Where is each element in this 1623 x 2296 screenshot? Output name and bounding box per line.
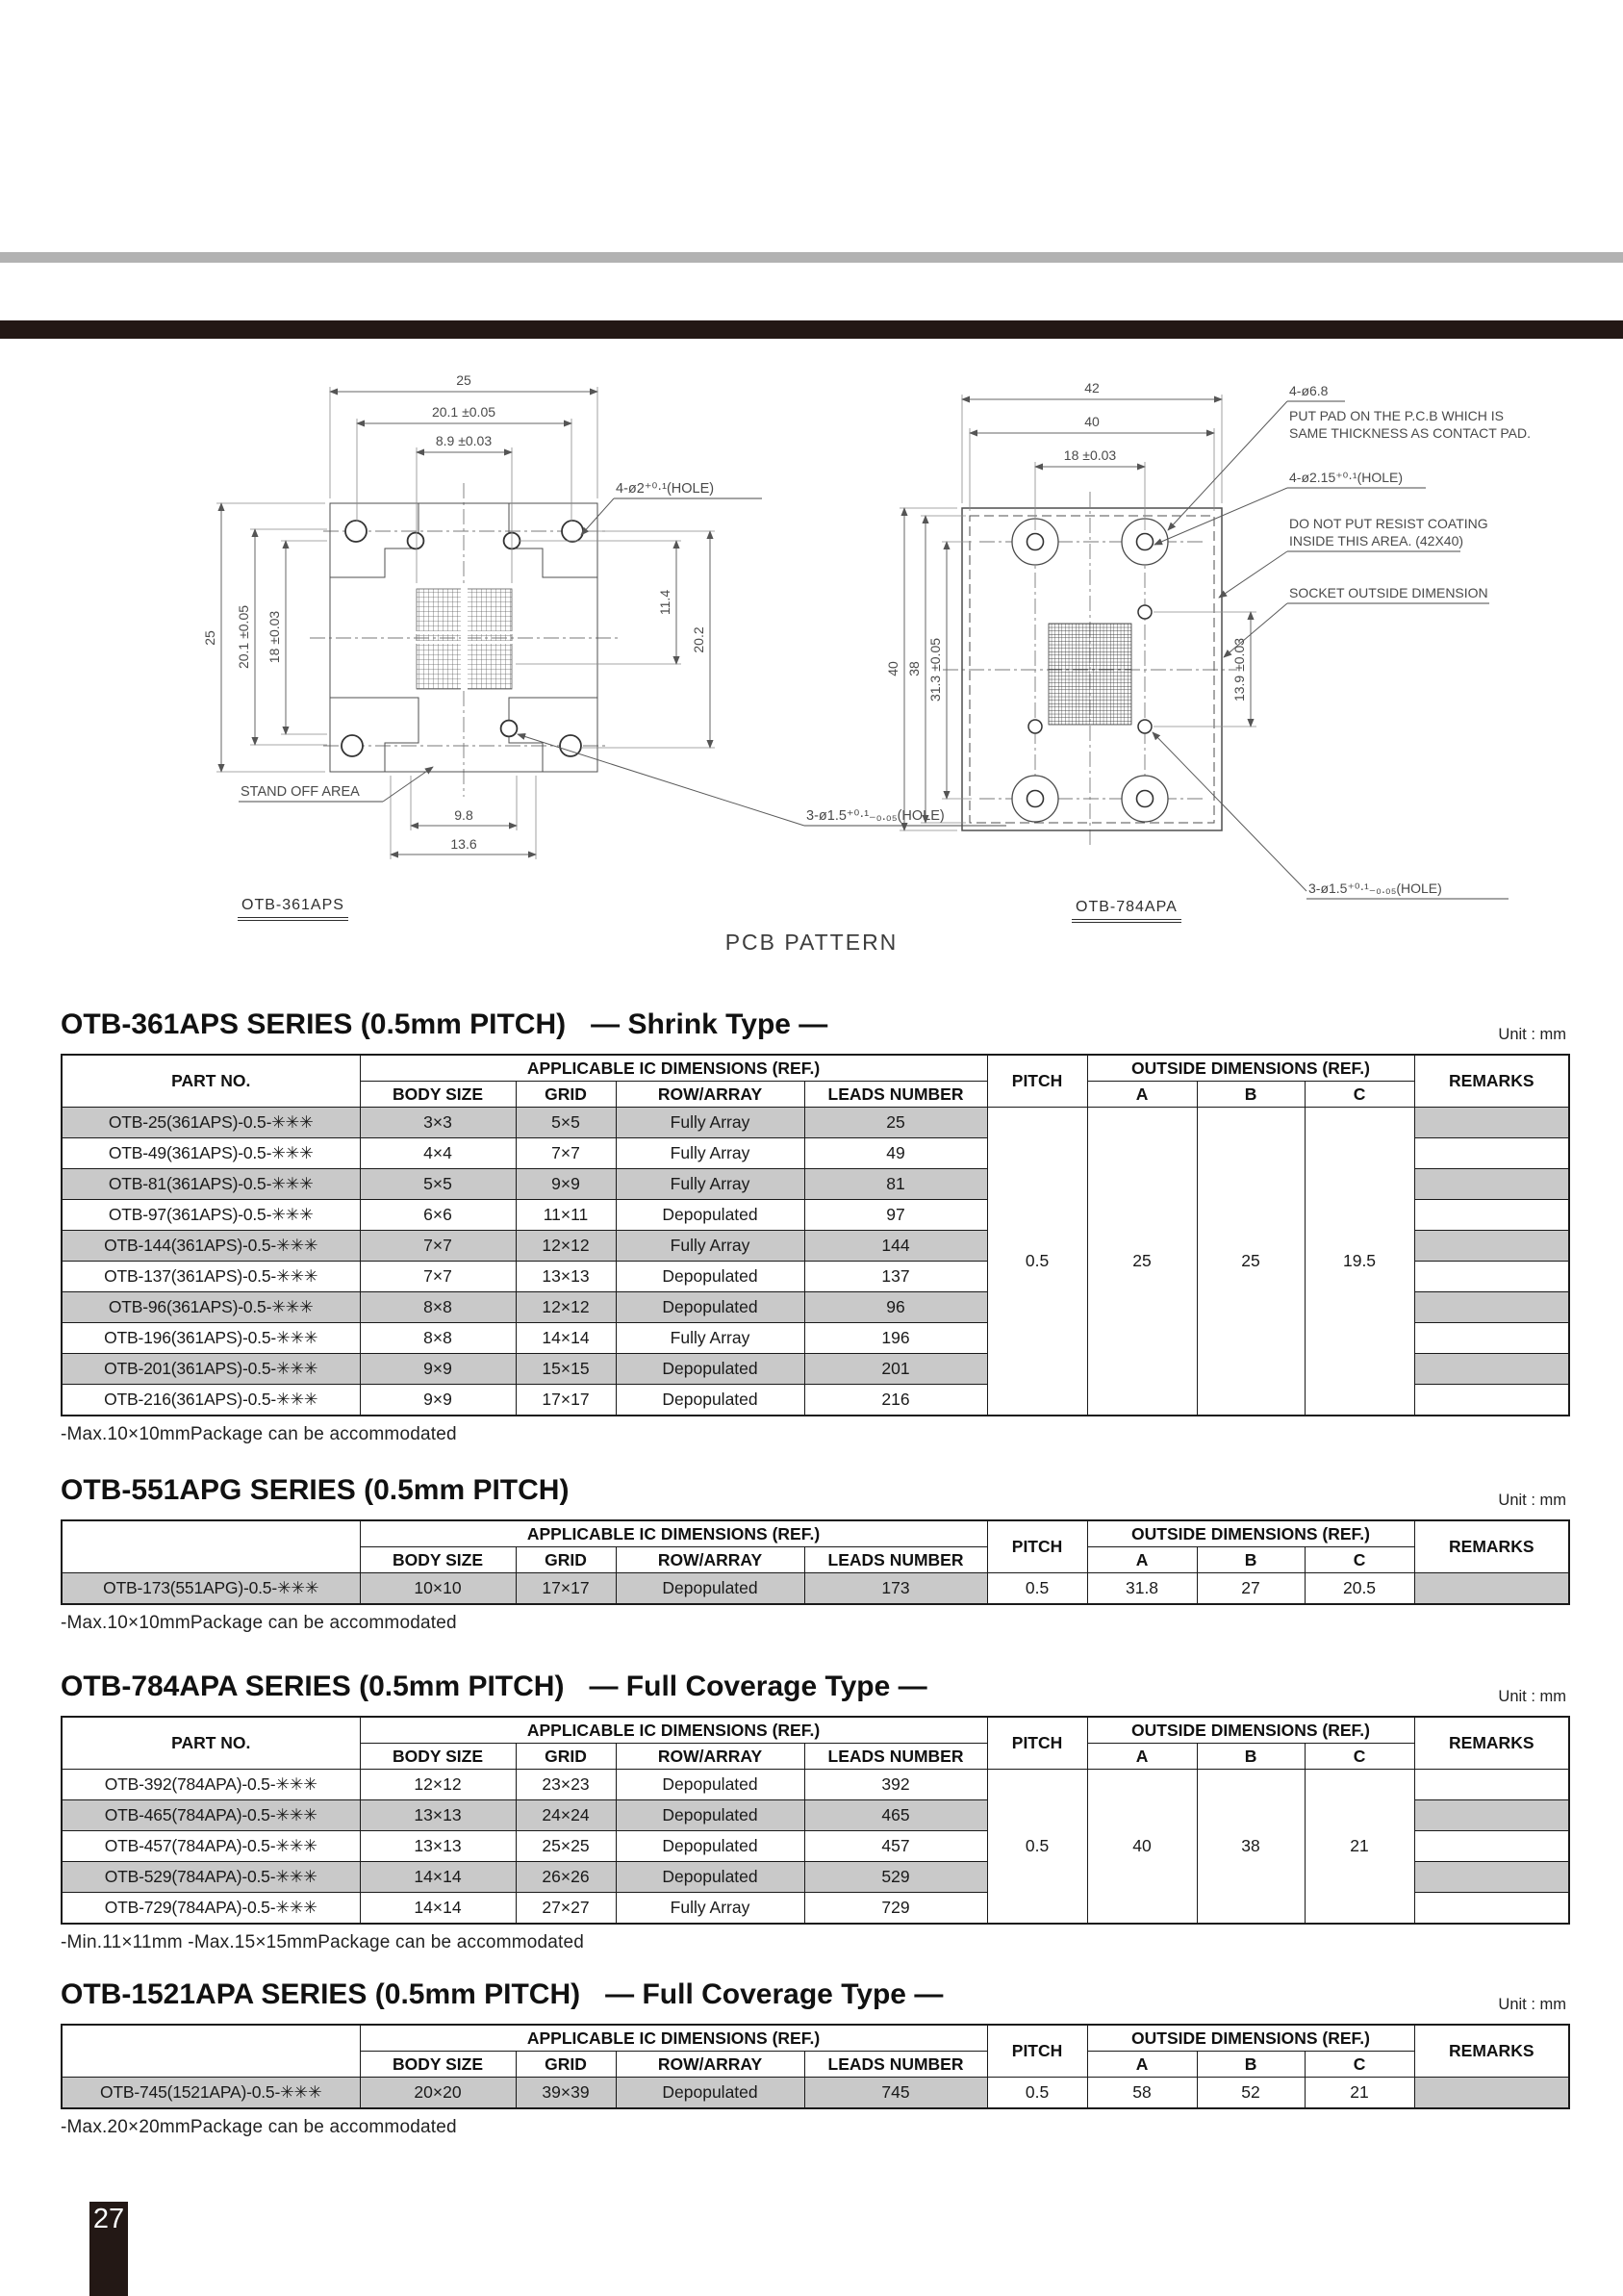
body-size-cell: 8×8 <box>360 1292 516 1323</box>
col-header-row-array: ROW/ARRAY <box>616 1082 804 1108</box>
top-gray-bar <box>0 252 1623 263</box>
row-array-cell: Depopulated <box>616 1800 804 1831</box>
unit-label: Unit : mm <box>1498 1996 1566 2013</box>
col-header-pitch: PITCH <box>987 1055 1087 1108</box>
leads-number-cell: 137 <box>804 1262 987 1292</box>
col-header-grid: GRID <box>516 2052 616 2078</box>
unit-label: Unit : mm <box>1498 1688 1566 1705</box>
grid-cell: 25×25 <box>516 1831 616 1862</box>
col-header-row-array: ROW/ARRAY <box>616 1547 804 1573</box>
pcb-pattern-caption: PCB PATTERN <box>724 930 899 955</box>
row-array-cell: Depopulated <box>616 1831 804 1862</box>
body-size-cell: 9×9 <box>360 1385 516 1416</box>
row-array-cell: Fully Array <box>616 1893 804 1925</box>
col-header-grid: GRID <box>516 1082 616 1108</box>
dim-left-inner: 31.3 ±0.05 <box>927 637 943 702</box>
resist-note-line1: DO NOT PUT RESIST COATING <box>1289 516 1488 531</box>
standoff-area-label: STAND OFF AREA <box>241 784 360 800</box>
section-title <box>61 1474 1568 1507</box>
col-header-part-no <box>62 1520 360 1573</box>
col-header-b: B <box>1197 1082 1305 1108</box>
unit-label: Unit : mm <box>1498 1026 1566 1043</box>
remarks-cell <box>1414 1262 1569 1292</box>
row-array-cell: Fully Array <box>616 1138 804 1169</box>
col-header-leads-number: LEADS NUMBER <box>804 1744 987 1770</box>
body-size-cell: 13×13 <box>360 1800 516 1831</box>
dimension-a-cell: 40 <box>1087 1770 1197 1925</box>
dimension-a-cell: 58 <box>1087 2078 1197 2109</box>
dimension-b-cell: 27 <box>1197 1573 1305 1605</box>
col-header-remarks: REMARKS <box>1414 2025 1569 2078</box>
row-array-cell: Fully Array <box>616 1108 804 1138</box>
col-header-c: C <box>1305 2052 1414 2078</box>
grid-cell: 23×23 <box>516 1770 616 1800</box>
row-array-cell: Depopulated <box>616 2078 804 2109</box>
grid-cell: 12×12 <box>516 1292 616 1323</box>
col-header-pitch: PITCH <box>987 1520 1087 1573</box>
remarks-cell <box>1414 2078 1569 2109</box>
part-no-cell: OTB-216(361APS)-0.5-✳✳✳ <box>62 1385 360 1416</box>
col-header-c: C <box>1305 1082 1414 1108</box>
row-array-cell: Depopulated <box>616 1354 804 1385</box>
col-header-a: A <box>1087 1082 1197 1108</box>
dimension-b-cell: 38 <box>1197 1770 1305 1925</box>
spec-table <box>61 1716 1570 1925</box>
section-subtitle: — Full Coverage Type — <box>605 1978 944 2010</box>
dimension-b-cell: 25 <box>1197 1108 1305 1416</box>
col-header-grid: GRID <box>516 1744 616 1770</box>
leads-number-cell: 173 <box>804 1573 987 1605</box>
leads-number-cell: 81 <box>804 1169 987 1200</box>
page-number-badge: 27 <box>89 2202 128 2296</box>
section-footnote: -Max.10×10mmPackage can be accommodated <box>61 1424 457 1444</box>
col-header-b: B <box>1197 2052 1305 2078</box>
body-size-cell: 14×14 <box>360 1862 516 1893</box>
col-header-b: B <box>1197 1744 1305 1770</box>
pcb-drawing-otb-784apa <box>885 340 1623 927</box>
section-title <box>61 1008 1568 1041</box>
pad-spec-label: 4-ø6.8 <box>1289 383 1329 398</box>
pitch-cell: 0.5 <box>987 1573 1087 1605</box>
col-header-c: C <box>1305 1547 1414 1573</box>
leads-number-cell: 201 <box>804 1354 987 1385</box>
remarks-cell <box>1414 1893 1569 1925</box>
dim-bottom-inner: 9.8 <box>454 807 473 823</box>
dim-top-inner: 8.9 ±0.03 <box>435 433 493 448</box>
col-header-remarks: REMARKS <box>1414 1055 1569 1108</box>
section-title <box>61 1671 1568 1703</box>
section-footnote: -Max.20×20mmPackage can be accommodated <box>61 2117 457 2137</box>
body-size-cell: 4×4 <box>360 1138 516 1169</box>
grid-cell: 9×9 <box>516 1169 616 1200</box>
col-header-a: A <box>1087 1547 1197 1573</box>
row-array-cell: Depopulated <box>616 1385 804 1416</box>
corner-block-top-left <box>330 503 418 577</box>
dim-right: 13.9 ±0.03 <box>1231 637 1247 702</box>
remarks-cell <box>1414 1800 1569 1831</box>
spec-table <box>61 1054 1570 1416</box>
grid-cell: 15×15 <box>516 1354 616 1385</box>
hole-spec-label: 4-ø2.15⁺⁰·¹(HOLE) <box>1289 470 1404 485</box>
series-section <box>61 1671 1568 1953</box>
dim-top-inner: 18 ±0.03 <box>1063 447 1117 463</box>
col-header-body-size: BODY SIZE <box>360 2052 516 2078</box>
row-array-cell: Fully Array <box>616 1323 804 1354</box>
grid-cell: 5×5 <box>516 1108 616 1138</box>
corner-block-bottom-left <box>330 698 418 772</box>
section-title-text: OTB-784APA SERIES (0.5mm PITCH) <box>61 1671 565 1702</box>
series-section <box>61 1474 1568 1634</box>
group-header-outside: OUTSIDE DIMENSIONS (REF.) <box>1087 1717 1414 1744</box>
dimension-a-cell: 31.8 <box>1087 1573 1197 1605</box>
contact-pad-grid <box>415 587 514 691</box>
dim-left-mid: 20.1 ±0.05 <box>236 604 251 670</box>
body-size-cell: 7×7 <box>360 1262 516 1292</box>
remarks-cell <box>1414 1770 1569 1800</box>
col-header-b: B <box>1197 1547 1305 1573</box>
col-header-grid: GRID <box>516 1547 616 1573</box>
dim-top-mid: 40 <box>1084 414 1100 429</box>
leads-number-cell: 97 <box>804 1200 987 1231</box>
body-size-cell: 10×10 <box>360 1573 516 1605</box>
col-header-remarks: REMARKS <box>1414 1717 1569 1770</box>
remarks-cell <box>1414 1573 1569 1605</box>
dimension-b-cell: 52 <box>1197 2078 1305 2109</box>
row-array-cell: Fully Array <box>616 1169 804 1200</box>
group-header-applicable: APPLICABLE IC DIMENSIONS (REF.) <box>360 2025 987 2052</box>
body-size-cell: 8×8 <box>360 1323 516 1354</box>
section-title-text: OTB-551APG SERIES (0.5mm PITCH) <box>61 1474 570 1506</box>
part-no-cell: OTB-729(784APA)-0.5-✳✳✳ <box>62 1893 360 1925</box>
row-array-cell: Depopulated <box>616 1862 804 1893</box>
remarks-cell <box>1414 1169 1569 1200</box>
table-row <box>62 1573 1569 1605</box>
row-array-cell: Fully Array <box>616 1231 804 1262</box>
section-footnote: -Min.11×11mm -Max.15×15mmPackage can be accommodated <box>61 1932 585 1952</box>
dimension-c-cell: 20.5 <box>1305 1573 1414 1605</box>
leads-number-cell: 216 <box>804 1385 987 1416</box>
dim-left-inner: 18 ±0.03 <box>266 610 282 664</box>
hole-spec-label-bottom: 3-ø1.5⁺⁰·¹₋₀.₀₅(HOLE) <box>1308 880 1442 896</box>
remarks-cell <box>1414 1200 1569 1231</box>
part-no-cell: OTB-81(361APS)-0.5-✳✳✳ <box>62 1169 360 1200</box>
grid-cell: 27×27 <box>516 1893 616 1925</box>
col-header-leads-number: LEADS NUMBER <box>804 1082 987 1108</box>
part-no-cell: OTB-529(784APA)-0.5-✳✳✳ <box>62 1862 360 1893</box>
dimension-c-cell: 21 <box>1305 2078 1414 2109</box>
left-drawing-caption: OTB-361APS <box>238 897 348 921</box>
contact-array-grid <box>1049 624 1131 725</box>
row-array-cell: Depopulated <box>616 1262 804 1292</box>
leads-number-cell: 529 <box>804 1862 987 1893</box>
grid-cell: 39×39 <box>516 2078 616 2109</box>
section-title <box>61 1978 1568 2011</box>
group-header-applicable: APPLICABLE IC DIMENSIONS (REF.) <box>360 1717 987 1744</box>
grid-cell: 12×12 <box>516 1231 616 1262</box>
pitch-cell: 0.5 <box>987 2078 1087 2109</box>
dim-top-mid: 20.1 ±0.05 <box>431 404 496 420</box>
col-header-c: C <box>1305 1744 1414 1770</box>
body-size-cell: 13×13 <box>360 1831 516 1862</box>
grid-cell: 17×17 <box>516 1385 616 1416</box>
part-no-cell: OTB-173(551APG)-0.5-✳✳✳ <box>62 1573 360 1605</box>
dimension-c-cell: 21 <box>1305 1770 1414 1925</box>
dim-left-outer: 40 <box>885 661 900 676</box>
group-header-applicable: APPLICABLE IC DIMENSIONS (REF.) <box>360 1055 987 1082</box>
part-no-cell: OTB-457(784APA)-0.5-✳✳✳ <box>62 1831 360 1862</box>
remarks-cell <box>1414 1292 1569 1323</box>
group-header-outside: OUTSIDE DIMENSIONS (REF.) <box>1087 1055 1414 1082</box>
leads-number-cell: 745 <box>804 2078 987 2109</box>
group-header-applicable: APPLICABLE IC DIMENSIONS (REF.) <box>360 1520 987 1547</box>
row-array-cell: Depopulated <box>616 1200 804 1231</box>
part-no-cell: OTB-201(361APS)-0.5-✳✳✳ <box>62 1354 360 1385</box>
section-title-text: OTB-1521APA SERIES (0.5mm PITCH) <box>61 1978 581 2010</box>
remarks-cell <box>1414 1862 1569 1893</box>
grid-cell: 26×26 <box>516 1862 616 1893</box>
col-header-body-size: BODY SIZE <box>360 1547 516 1573</box>
grid-cell: 14×14 <box>516 1323 616 1354</box>
leads-number-cell: 392 <box>804 1770 987 1800</box>
dimension-a-cell: 25 <box>1087 1108 1197 1416</box>
pitch-cell: 0.5 <box>987 1770 1087 1925</box>
body-size-cell: 9×9 <box>360 1354 516 1385</box>
series-section <box>61 1008 1568 1445</box>
col-header-leads-number: LEADS NUMBER <box>804 2052 987 2078</box>
dim-right-outer: 20.2 <box>691 626 706 653</box>
corner-block-bottom-right <box>509 698 597 772</box>
col-header-a: A <box>1087 1744 1197 1770</box>
col-header-pitch: PITCH <box>987 2025 1087 2078</box>
resist-note-line2: INSIDE THIS AREA. (42X40) <box>1289 533 1464 548</box>
part-no-cell: OTB-144(361APS)-0.5-✳✳✳ <box>62 1231 360 1262</box>
part-no-cell: OTB-25(361APS)-0.5-✳✳✳ <box>62 1108 360 1138</box>
remarks-cell <box>1414 1354 1569 1385</box>
col-header-remarks: REMARKS <box>1414 1520 1569 1573</box>
section-subtitle: — Full Coverage Type — <box>589 1671 927 1702</box>
leads-number-cell: 457 <box>804 1831 987 1862</box>
group-header-outside: OUTSIDE DIMENSIONS (REF.) <box>1087 1520 1414 1547</box>
dim-right-inner: 11.4 <box>657 589 672 616</box>
table-row <box>62 2078 1569 2109</box>
body-size-cell: 3×3 <box>360 1108 516 1138</box>
part-no-cell: OTB-392(784APA)-0.5-✳✳✳ <box>62 1770 360 1800</box>
body-size-cell: 5×5 <box>360 1169 516 1200</box>
col-header-body-size: BODY SIZE <box>360 1744 516 1770</box>
section-subtitle: — Shrink Type — <box>591 1008 828 1040</box>
socket-dimension-label: SOCKET OUTSIDE DIMENSION <box>1289 585 1488 600</box>
body-size-cell: 12×12 <box>360 1770 516 1800</box>
grid-cell: 13×13 <box>516 1262 616 1292</box>
body-size-cell: 7×7 <box>360 1231 516 1262</box>
body-size-cell: 20×20 <box>360 2078 516 2109</box>
leads-number-cell: 25 <box>804 1108 987 1138</box>
remarks-cell <box>1414 1138 1569 1169</box>
pad-note-line1: PUT PAD ON THE P.C.B WHICH IS <box>1289 408 1505 423</box>
remarks-cell <box>1414 1831 1569 1862</box>
remarks-cell <box>1414 1108 1569 1138</box>
pad-note-line2: SAME THICKNESS AS CONTACT PAD. <box>1289 425 1532 441</box>
col-header-row-array: ROW/ARRAY <box>616 2052 804 2078</box>
leads-number-cell: 96 <box>804 1292 987 1323</box>
spec-table <box>61 1519 1570 1605</box>
row-array-cell: Depopulated <box>616 1292 804 1323</box>
part-no-cell: OTB-49(361APS)-0.5-✳✳✳ <box>62 1138 360 1169</box>
remarks-cell <box>1414 1323 1569 1354</box>
dim-top-outer: 25 <box>456 372 471 388</box>
dim-bottom-outer: 13.6 <box>450 836 477 852</box>
table-row <box>62 1770 1569 1800</box>
section-title-text: OTB-361APS SERIES (0.5mm PITCH) <box>61 1008 567 1040</box>
table-row <box>62 1108 1569 1138</box>
body-size-cell: 14×14 <box>360 1893 516 1925</box>
spec-table <box>61 2024 1570 2109</box>
right-drawing-caption: OTB-784APA <box>1072 899 1181 923</box>
remarks-cell <box>1414 1231 1569 1262</box>
part-no-cell: OTB-96(361APS)-0.5-✳✳✳ <box>62 1292 360 1323</box>
col-header-a: A <box>1087 2052 1197 2078</box>
leads-number-cell: 196 <box>804 1323 987 1354</box>
col-header-part-no <box>62 2025 360 2078</box>
part-no-cell: OTB-97(361APS)-0.5-✳✳✳ <box>62 1200 360 1231</box>
col-header-row-array: ROW/ARRAY <box>616 1744 804 1770</box>
col-header-body-size: BODY SIZE <box>360 1082 516 1108</box>
part-no-cell: OTB-745(1521APA)-0.5-✳✳✳ <box>62 2078 360 2109</box>
dimension-c-cell: 19.5 <box>1305 1108 1414 1416</box>
unit-label: Unit : mm <box>1498 1492 1566 1509</box>
group-header-outside: OUTSIDE DIMENSIONS (REF.) <box>1087 2025 1414 2052</box>
leads-number-cell: 49 <box>804 1138 987 1169</box>
grid-cell: 24×24 <box>516 1800 616 1831</box>
section-footnote: -Max.10×10mmPackage can be accommodated <box>61 1613 457 1633</box>
corner-block-top-right <box>509 503 597 577</box>
part-no-cell: OTB-137(361APS)-0.5-✳✳✳ <box>62 1262 360 1292</box>
part-no-cell: OTB-465(784APA)-0.5-✳✳✳ <box>62 1800 360 1831</box>
leads-number-cell: 144 <box>804 1231 987 1262</box>
dim-left-outer: 25 <box>202 630 217 646</box>
leads-number-cell: 465 <box>804 1800 987 1831</box>
col-header-part-no: PART NO. <box>62 1717 360 1770</box>
grid-cell: 17×17 <box>516 1573 616 1605</box>
hole-spec-label: 4-ø2⁺⁰·¹(HOLE) <box>616 481 715 497</box>
grid-cell: 11×11 <box>516 1200 616 1231</box>
pitch-cell: 0.5 <box>987 1108 1087 1416</box>
grid-cell: 7×7 <box>516 1138 616 1169</box>
col-header-pitch: PITCH <box>987 1717 1087 1770</box>
col-header-part-no: PART NO. <box>62 1055 360 1108</box>
dim-left-mid: 38 <box>906 661 922 676</box>
part-no-cell: OTB-196(361APS)-0.5-✳✳✳ <box>62 1323 360 1354</box>
remarks-cell <box>1414 1385 1569 1416</box>
col-header-leads-number: LEADS NUMBER <box>804 1547 987 1573</box>
series-section <box>61 1978 1568 2138</box>
hole-spec-label-bottom: 3-ø1.5⁺⁰·¹₋₀.₀₅(HOLE) <box>806 808 945 824</box>
row-array-cell: Depopulated <box>616 1573 804 1605</box>
leads-number-cell: 729 <box>804 1893 987 1925</box>
body-size-cell: 6×6 <box>360 1200 516 1231</box>
row-array-cell: Depopulated <box>616 1770 804 1800</box>
dim-top-outer: 42 <box>1084 380 1100 395</box>
